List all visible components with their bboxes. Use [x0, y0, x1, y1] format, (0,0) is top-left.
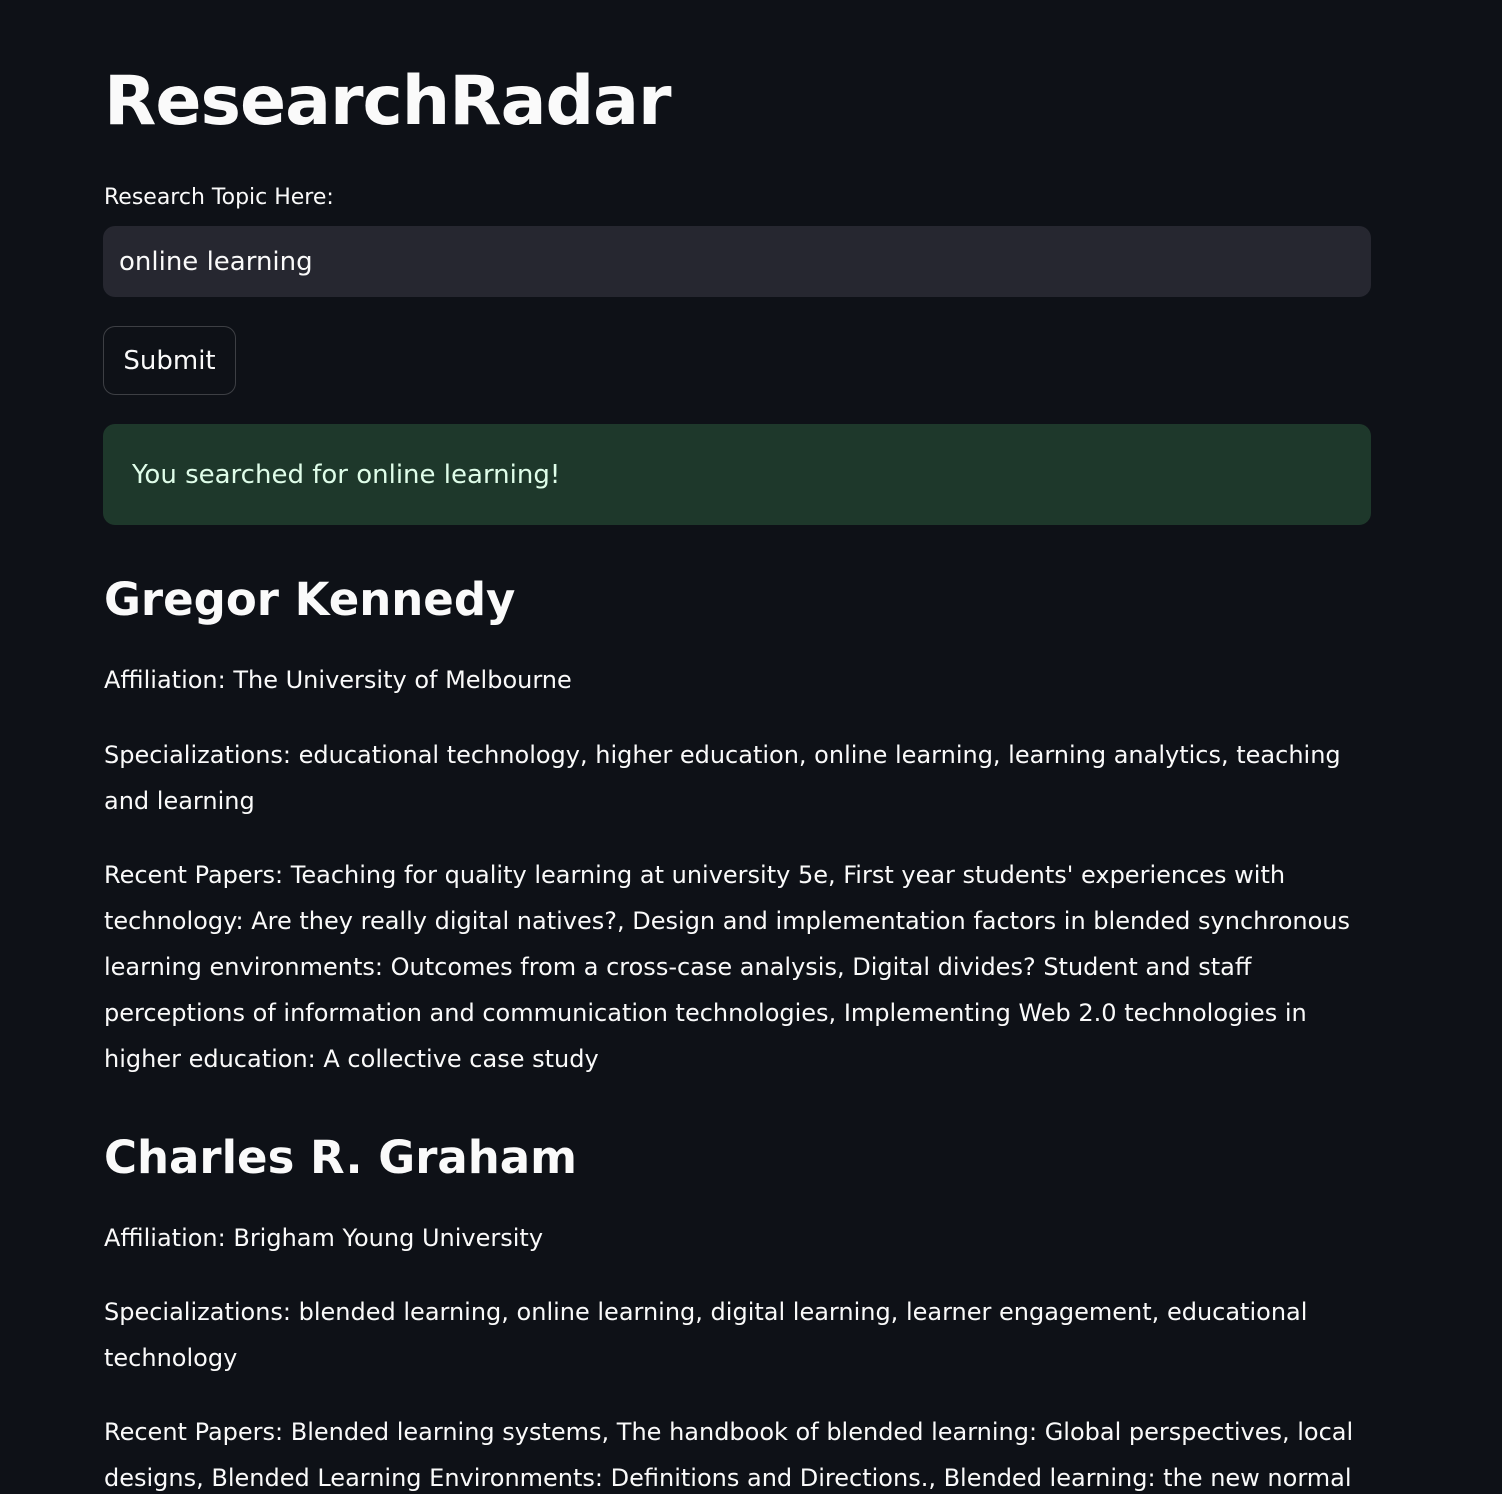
researcher-card [104, 1128, 1371, 1494]
research-topic-label: Research Topic Here: [104, 185, 334, 210]
researcher-card [104, 570, 1371, 1082]
researcher-specializations: Specializations: educational technology, higher education, online learning, learning analytics, teaching and learning [104, 741, 1341, 815]
researcher-recent-papers: Recent Papers: Blended learning systems, The handbook of blended learning: Global perspectives, local designs, Blended Learning Environments: Definitions and Directions., Blended learning: the new normal [104, 1418, 1354, 1492]
success-alert [103, 424, 1371, 525]
researcher-specializations: Specializations: blended learning, online learning, digital learning, learner engagement, educational technology [104, 1298, 1308, 1372]
researcher-name: Gregor Kennedy [104, 573, 516, 626]
researcher-affiliation: Affiliation: The University of Melbourne [104, 666, 572, 694]
research-topic-input[interactable] [103, 226, 1371, 297]
submit-button[interactable]: Submit [103, 326, 236, 395]
researcher-affiliation: Affiliation: Brigham Young University [104, 1224, 544, 1252]
app-title: ResearchRadar [104, 62, 671, 141]
researcher-recent-papers: Recent Papers: Teaching for quality learning at university 5e, First year students' experiences with technology: Are they really digital natives?, Design and implementation factors in blended synchronous learning environments: Outcomes from a cross-case analysis, Digital divides? Student and staff perceptions of information and communication technologies, Implementing Web 2.0 technologies in higher education: A collective case study [104, 861, 1350, 1073]
success-alert-message: You searched for online learning! [132, 459, 561, 490]
researcher-name: Charles R. Graham [104, 1131, 578, 1184]
